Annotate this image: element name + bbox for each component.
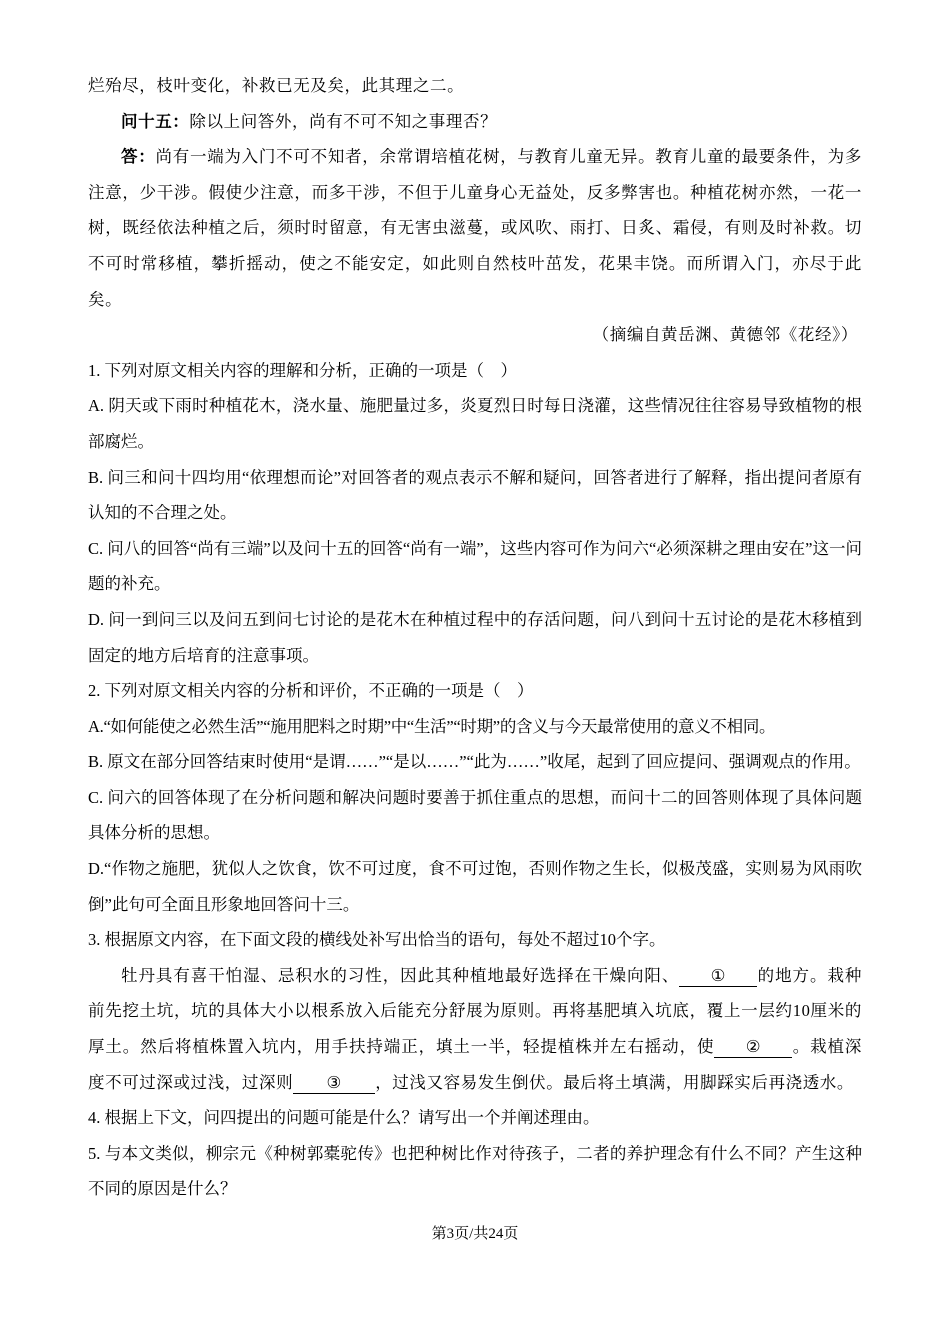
q3-passage: [88, 958, 862, 1100]
document-body: [88, 68, 862, 1207]
blank-1[interactable]: ①: [679, 966, 757, 987]
q3-text-2: 的地方。栽种前先挖土坑，坑的具体大小以根系放入后能充分舒展为原则。再将基肥填入坑底，覆上一层约10厘米的厚土。然后将植株置入坑内，用手扶持端正，填土一半，轻提植株并左右摇动，使: [88, 965, 862, 1057]
q15-label: 问十五：: [121, 111, 190, 131]
q2-option-d: D.“作物之施肥，犹似人之饮食，饮不可过度，食不可过饱，否则作物之生长，似极茂盛，实则易为风雨吹倒”此句可全面且形象地回答问十三。: [88, 859, 862, 914]
question-1: 1. 下列对原文相关内容的理解和分析，正确的一项是（ ）: [88, 360, 517, 380]
question-4: 4. 根据上下文，问四提出的问题可能是什么？请写出一个并阐述理由。: [88, 1108, 600, 1128]
q1-option-c: C. 问八的回答“尚有三端”以及问十五的回答“尚有一端”，这些内容可作为问六“必须深耕之理由安在”这一问题的补充。: [88, 538, 862, 594]
blank-2[interactable]: ②: [714, 1037, 792, 1058]
q15-text: 除以上问答外，尚有不可不知之事理否？: [189, 111, 498, 131]
q2-option-c: C. 问六的回答体现了在分析问题和解决问题时要善于抓住重点的思想，而问十二的回答则体现了具体问题具体分析的思想。: [88, 787, 862, 843]
passage-continuation: 烂殆尽，枝叶变化，补救已无及矣，此其理之二。: [88, 76, 465, 95]
answer-15: [88, 139, 862, 317]
q2-option-b: B. 原文在部分回答结束时使用“是谓……”“是以……”“此为……”收尾，起到了回应提问、强调观点的作用。: [88, 752, 861, 772]
q2-option-a: A.“如何能使之必然生活”“施用肥料之时期”中“生活”“时期”的含义与今天最常使用的意义不相同。: [88, 716, 776, 736]
question-5: 5. 与本文类似，柳宗元《种树郭橐驼传》也把种树比作对待孩子，二者的养护理念有什么不同？产生这种不同的原因是什么？: [88, 1143, 862, 1199]
q3-text-3: 。栽植深度不可过深或过浅，过深则: [88, 1037, 862, 1092]
blank-3[interactable]: ③: [293, 1073, 375, 1094]
question-3: 3. 根据原文内容，在下面文段的横线处补写出恰当的语句，每处不超过10个字。: [88, 930, 666, 950]
citation: （摘编自黄岳渊、黄德邻《花经》）: [592, 325, 858, 345]
q1-option-b: B. 问三和问十四均用“依理想而论”对回答者的观点表示不解和疑问，回答者进行了解释，指出提问者原有认知的不合理之处。: [88, 467, 862, 523]
q3-text-1: 牡丹具有喜干怕湿、忌积水的习性，因此其种植地最好选择在干燥向阳、: [121, 965, 680, 985]
a15-label: 答：: [121, 147, 156, 167]
question-2: 2. 下列对原文相关内容的分析和评价，不正确的一项是（ ）: [88, 681, 534, 701]
a15-text: 尚有一端为入门不可不知者，余常谓培植花树，与教育儿童无异。教育儿童的最要条件，为多注意，少干涉。假使少注意，而多干涉，不但于儿童身心无益处，反多弊害也。种植花树亦然，一花一树，既经依法种植之后，须时时留意，有无害虫滋蔓，或风吹、雨打、日炙、霜侵，有则及时补救。切不可时常移植，攀折摇动，使之不能安定，如此则自然枝叶茁发，花果丰饶。而所谓入门，亦尽于此矣。: [88, 147, 863, 309]
page-number: 第3页/共24页: [431, 1226, 519, 1242]
question-15: [88, 104, 862, 140]
q1-option-a: A. 阴天或下雨时种植花木，浇水量、施肥量过多，炎夏烈日时每日浇灌，这些情况往往容易导致植物的根部腐烂。: [88, 396, 862, 451]
q1-option-d: D. 问一到问三以及问五到问七讨论的是花木在种植过程中的存活问题，问八到问十五讨论的是花木移植到固定的地方后培育的注意事项。: [88, 609, 862, 665]
q3-text-4: ，过浅又容易发生倒伏。最后将土填满，用脚踩实后再浇透水。: [375, 1072, 855, 1092]
